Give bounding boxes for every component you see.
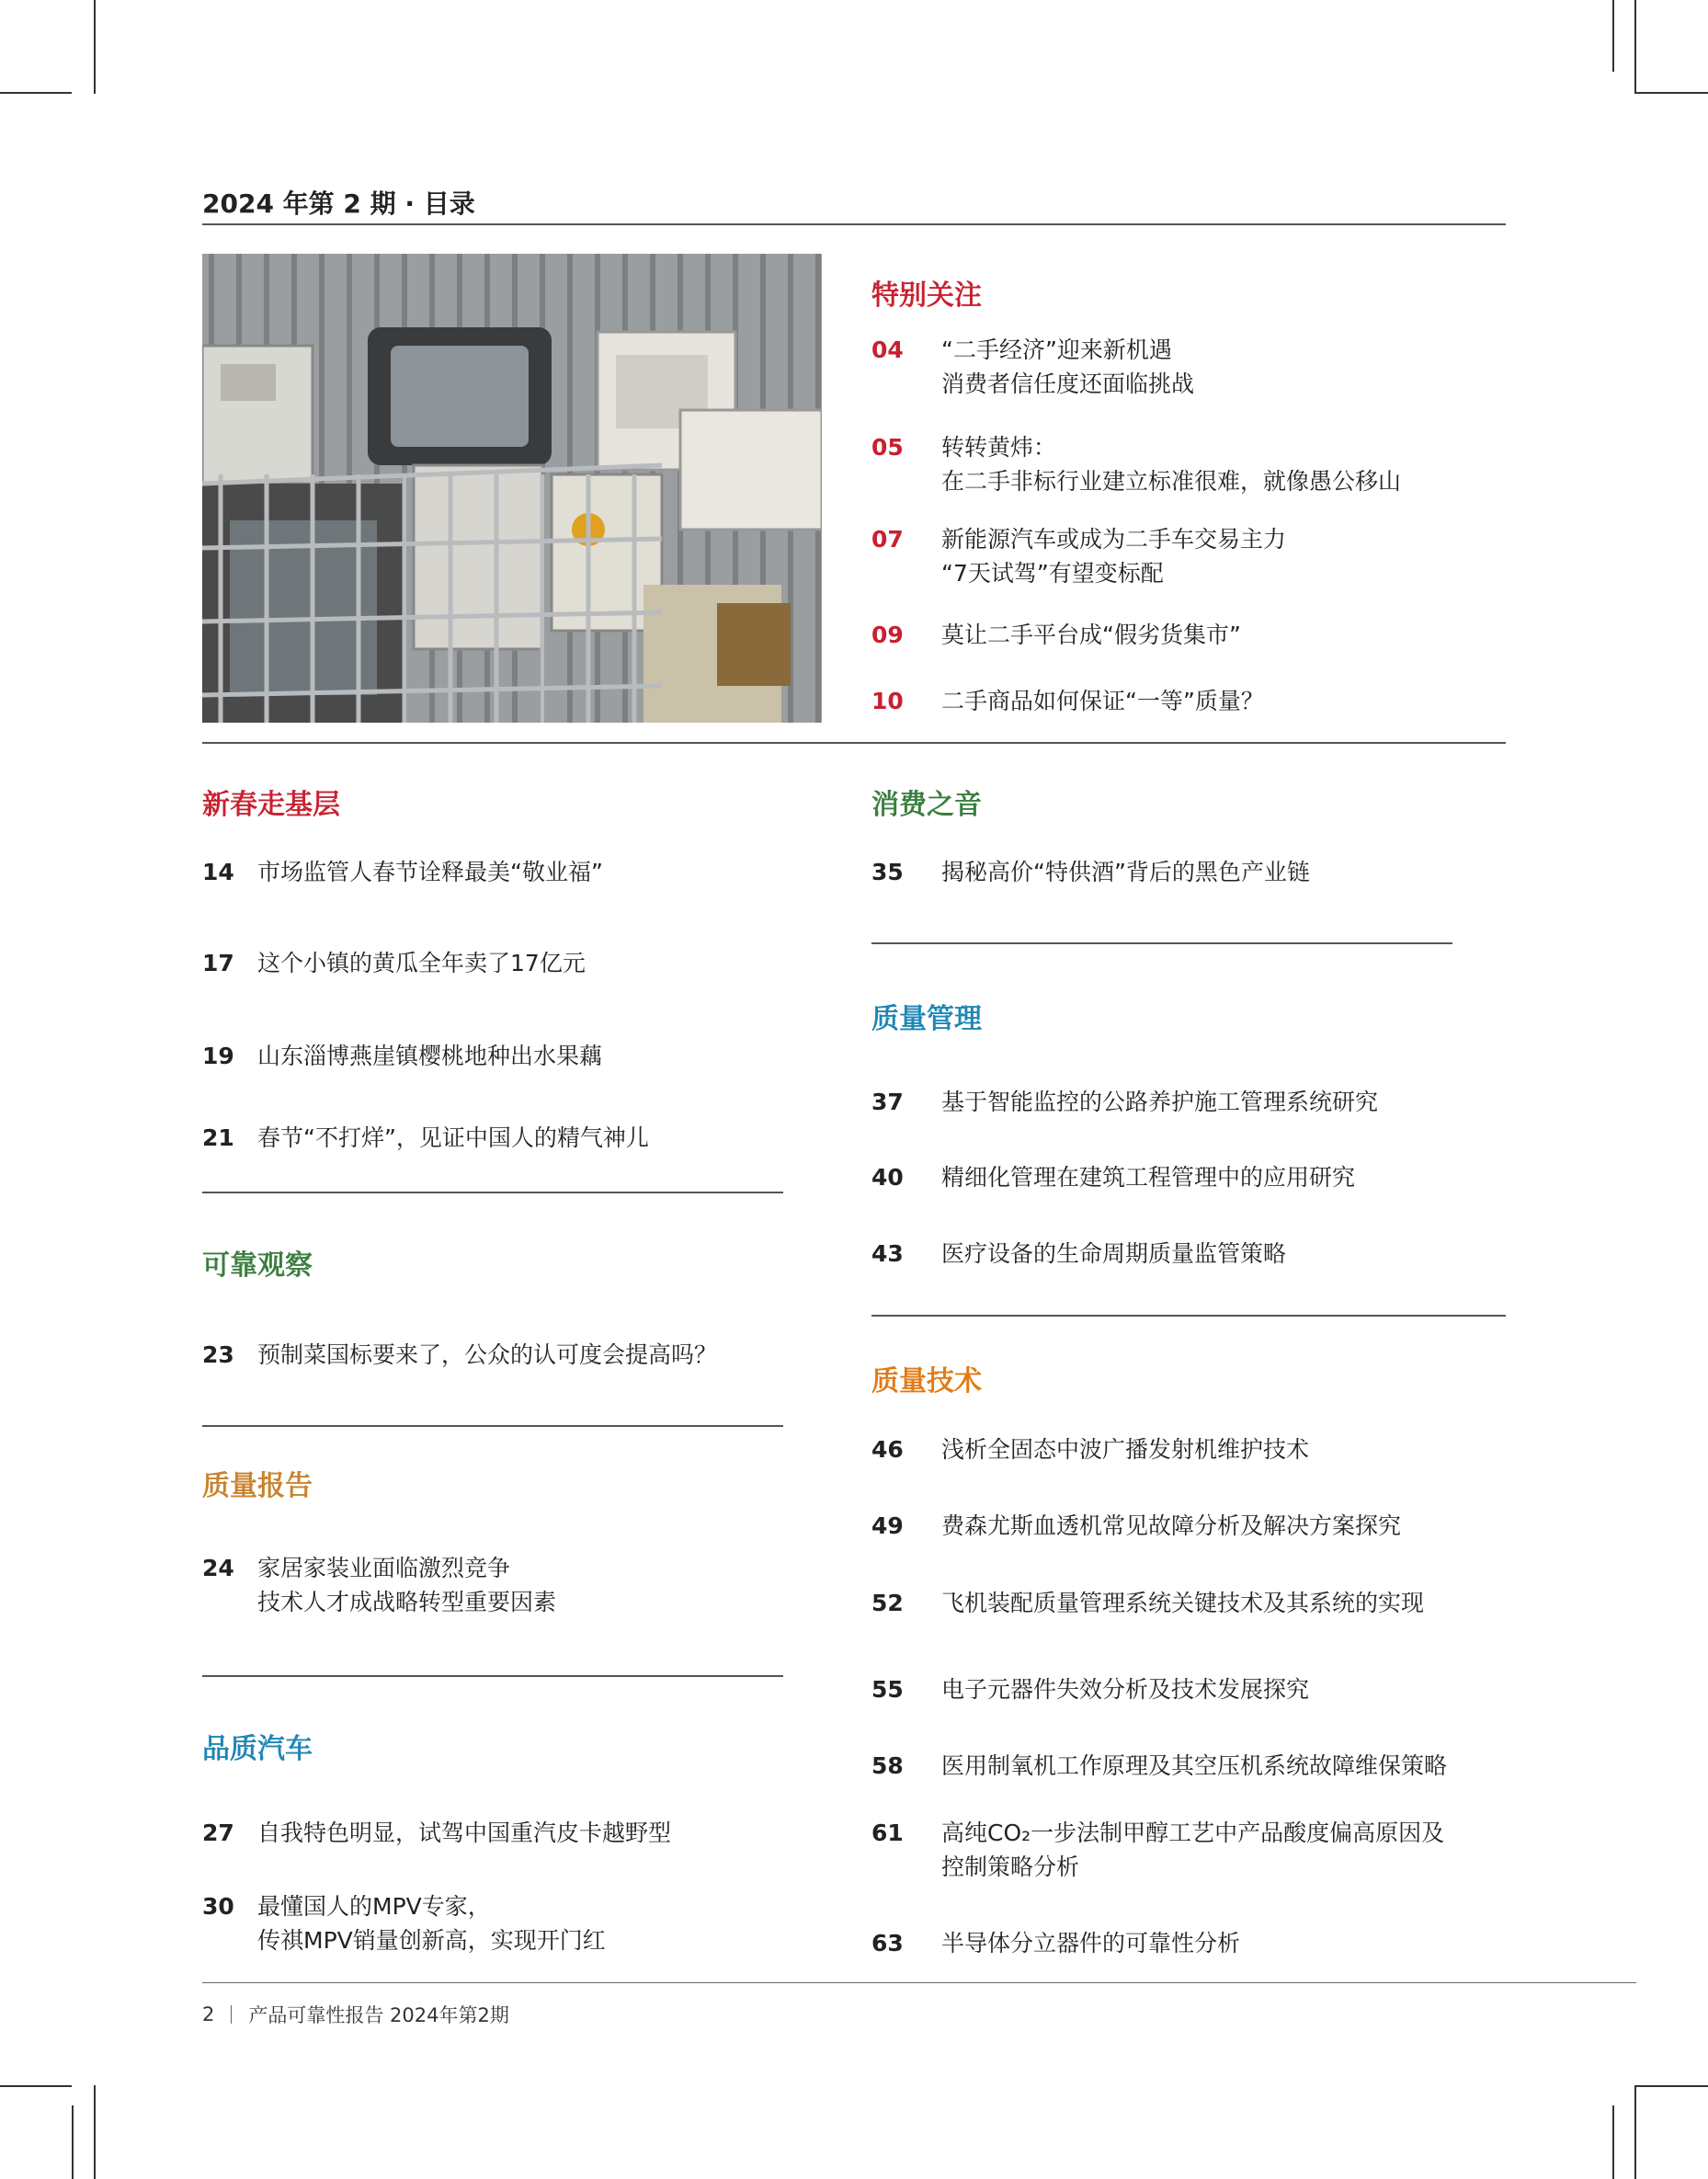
toc-entry[interactable] xyxy=(871,1509,1401,1543)
toc-entry[interactable] xyxy=(871,430,1401,498)
entry-title: 精细化管理在建筑工程管理中的应用研究 xyxy=(941,1164,1356,1191)
section-rule xyxy=(202,1192,783,1193)
entry-title: 传祺MPV销量创新高，实现开门红 xyxy=(257,1927,606,1954)
section-title: 可靠观察 xyxy=(202,1249,313,1282)
toc-entry[interactable] xyxy=(871,1672,1309,1706)
section-title: 品质汽车 xyxy=(202,1733,313,1765)
entry-title: 控制策略分析 xyxy=(941,1854,1080,1880)
entry-title: “7天试驾”有望变标配 xyxy=(941,560,1164,587)
page-number: 19 xyxy=(202,1043,234,1069)
page-number: 07 xyxy=(871,526,904,553)
crop-mark xyxy=(1612,2105,1614,2179)
page-number: 43 xyxy=(871,1240,904,1267)
section-title: 特别关注 xyxy=(871,280,982,312)
page-number: 58 xyxy=(871,1752,904,1779)
page-number: 24 xyxy=(202,1555,234,1581)
toc-entry[interactable] xyxy=(202,1039,602,1073)
entry-title: 基于智能监控的公路养护施工管理系统研究 xyxy=(941,1089,1379,1115)
page-number: 17 xyxy=(202,950,234,976)
footer-rule xyxy=(202,1982,1636,1983)
entry-title: 消费者信任度还面临挑战 xyxy=(941,371,1195,397)
section-title: 消费之音 xyxy=(871,789,982,821)
entry-title: 电子元器件失效分析及技术发展探究 xyxy=(941,1676,1310,1703)
page-number: 63 xyxy=(871,1930,904,1957)
crop-mark xyxy=(0,92,72,94)
page-number: 61 xyxy=(871,1820,904,1846)
page-number: 55 xyxy=(871,1676,904,1703)
page-number: 37 xyxy=(871,1089,904,1115)
section-rule xyxy=(871,942,1452,944)
section-technology xyxy=(871,1363,982,1400)
page-number: 46 xyxy=(871,1436,904,1463)
section-report xyxy=(202,1468,313,1505)
toc-entry[interactable] xyxy=(871,1816,1444,1884)
section-rule xyxy=(202,1425,783,1427)
crop-mark xyxy=(1634,0,1636,94)
page-number: 52 xyxy=(871,1590,904,1616)
entry-title: 莫让二手平台成“假劣货集市” xyxy=(941,622,1241,648)
section-title: 质量管理 xyxy=(871,1003,982,1035)
page-number: 09 xyxy=(871,622,904,648)
entry-title: 医疗设备的生命周期质量监管策略 xyxy=(941,1240,1287,1267)
page-number: 05 xyxy=(871,434,904,461)
entry-title: 最懂国人的MPV专家， xyxy=(257,1893,491,1920)
toc-entry[interactable] xyxy=(871,618,1241,652)
entry-title: “二手经济”迎来新机遇 xyxy=(941,337,1172,363)
crop-mark xyxy=(94,0,96,94)
entry-title: 浅析全固态中波广播发射机维护技术 xyxy=(941,1436,1310,1463)
toc-entry[interactable] xyxy=(202,855,603,889)
toc-entry[interactable] xyxy=(871,333,1194,401)
toc-entry[interactable] xyxy=(871,1749,1447,1783)
toc-entry[interactable] xyxy=(202,1121,649,1155)
section-rule xyxy=(202,1675,783,1677)
page-number: 30 xyxy=(202,1893,234,1920)
page-number: 14 xyxy=(202,859,234,885)
page-number: 21 xyxy=(202,1124,234,1151)
entry-title: 技术人才成战略转型重要因素 xyxy=(257,1589,557,1615)
toc-entry[interactable] xyxy=(202,1816,671,1850)
entry-title: 这个小镇的黄瓜全年卖了17亿元 xyxy=(257,950,586,976)
entry-title: 半导体分立器件的可靠性分析 xyxy=(941,1930,1241,1957)
toc-entry[interactable] xyxy=(871,522,1286,590)
page-number: 35 xyxy=(871,859,904,885)
entry-title: 市场监管人春节诠释最美“敬业福” xyxy=(257,859,603,885)
entry-title: 转转黄炜： xyxy=(941,434,1057,461)
entry-title: 揭秘高价“特供酒”背后的黑色产业链 xyxy=(941,859,1310,885)
crop-mark xyxy=(1612,0,1614,72)
crop-mark xyxy=(1634,92,1708,94)
toc-entry[interactable] xyxy=(871,684,1264,718)
entry-title: 新能源汽车或成为二手车交易主力 xyxy=(941,526,1287,553)
page-number: 27 xyxy=(202,1820,234,1846)
section-auto xyxy=(202,1731,313,1768)
crop-mark xyxy=(1634,2085,1708,2087)
section-spring xyxy=(202,787,340,824)
publication-name: 产品可靠性报告 2024年第2期 xyxy=(248,2004,509,2026)
toc-entry[interactable] xyxy=(871,1586,1424,1620)
entry-title: 医用制氧机工作原理及其空压机系统故障维保策略 xyxy=(941,1752,1448,1779)
toc-entry[interactable] xyxy=(202,946,586,980)
section-rule xyxy=(202,742,1506,744)
entry-title: 飞机装配质量管理系统关键技术及其系统的实现 xyxy=(941,1590,1425,1616)
entry-title: 自我特色明显，试驾中国重汽皮卡越野型 xyxy=(257,1820,672,1846)
crop-mark xyxy=(0,2085,72,2087)
crop-mark xyxy=(72,2105,74,2179)
toc-entry[interactable] xyxy=(202,1551,556,1619)
toc-entry[interactable] xyxy=(202,1889,606,1957)
entry-title: 在二手非标行业建立标准很难，就像愚公移山 xyxy=(941,468,1402,495)
toc-entry[interactable] xyxy=(202,1338,717,1372)
section-title: 新春走基层 xyxy=(202,789,340,821)
section-title: 质量技术 xyxy=(871,1365,982,1398)
entry-title: 春节“不打烊”，见证中国人的精气神儿 xyxy=(257,1124,649,1151)
section-rule xyxy=(871,1315,1506,1317)
footer xyxy=(202,2001,509,2028)
entry-title: 费森尤斯血透机常见故障分析及解决方案探究 xyxy=(941,1512,1402,1539)
footer-divider xyxy=(231,2005,232,2024)
toc-entry[interactable] xyxy=(871,1926,1240,1960)
page-number: 49 xyxy=(871,1512,904,1539)
page-number: 40 xyxy=(871,1164,904,1191)
entry-title: 山东淄博燕崖镇樱桃地种出水果藕 xyxy=(257,1043,603,1069)
section-management xyxy=(871,1001,982,1038)
page-number: 23 xyxy=(202,1341,234,1368)
section-title: 质量报告 xyxy=(202,1470,313,1502)
toc-entry[interactable] xyxy=(871,1432,1309,1466)
crop-mark xyxy=(1634,2085,1636,2179)
page-title: 2024 年第 2 期 · 目录 xyxy=(202,188,475,219)
entry-title: 二手商品如何保证“一等”质量？ xyxy=(941,688,1264,714)
entry-title: 家居家装业面临激烈竞争 xyxy=(257,1555,511,1581)
page-number: 10 xyxy=(871,688,904,714)
toc-entry[interactable] xyxy=(871,1085,1378,1119)
page-number: 04 xyxy=(871,337,904,363)
header-rule xyxy=(202,223,1506,225)
electronic-waste-photo-icon xyxy=(202,254,822,723)
toc-entry[interactable] xyxy=(871,1160,1355,1194)
entry-title: 高纯CO₂一步法制甲醇工艺中产品酸度偏高原因及 xyxy=(941,1820,1445,1846)
section-reliable xyxy=(202,1248,313,1284)
section-special xyxy=(871,278,982,314)
crop-mark xyxy=(94,2085,96,2179)
toc-entry[interactable] xyxy=(871,855,1310,889)
section-consumer xyxy=(871,787,982,824)
toc-entry[interactable] xyxy=(871,1237,1286,1271)
entry-title: 预制菜国标要来了，公众的认可度会提高吗？ xyxy=(257,1341,718,1368)
page-number-footer: 2 xyxy=(202,2003,215,2025)
